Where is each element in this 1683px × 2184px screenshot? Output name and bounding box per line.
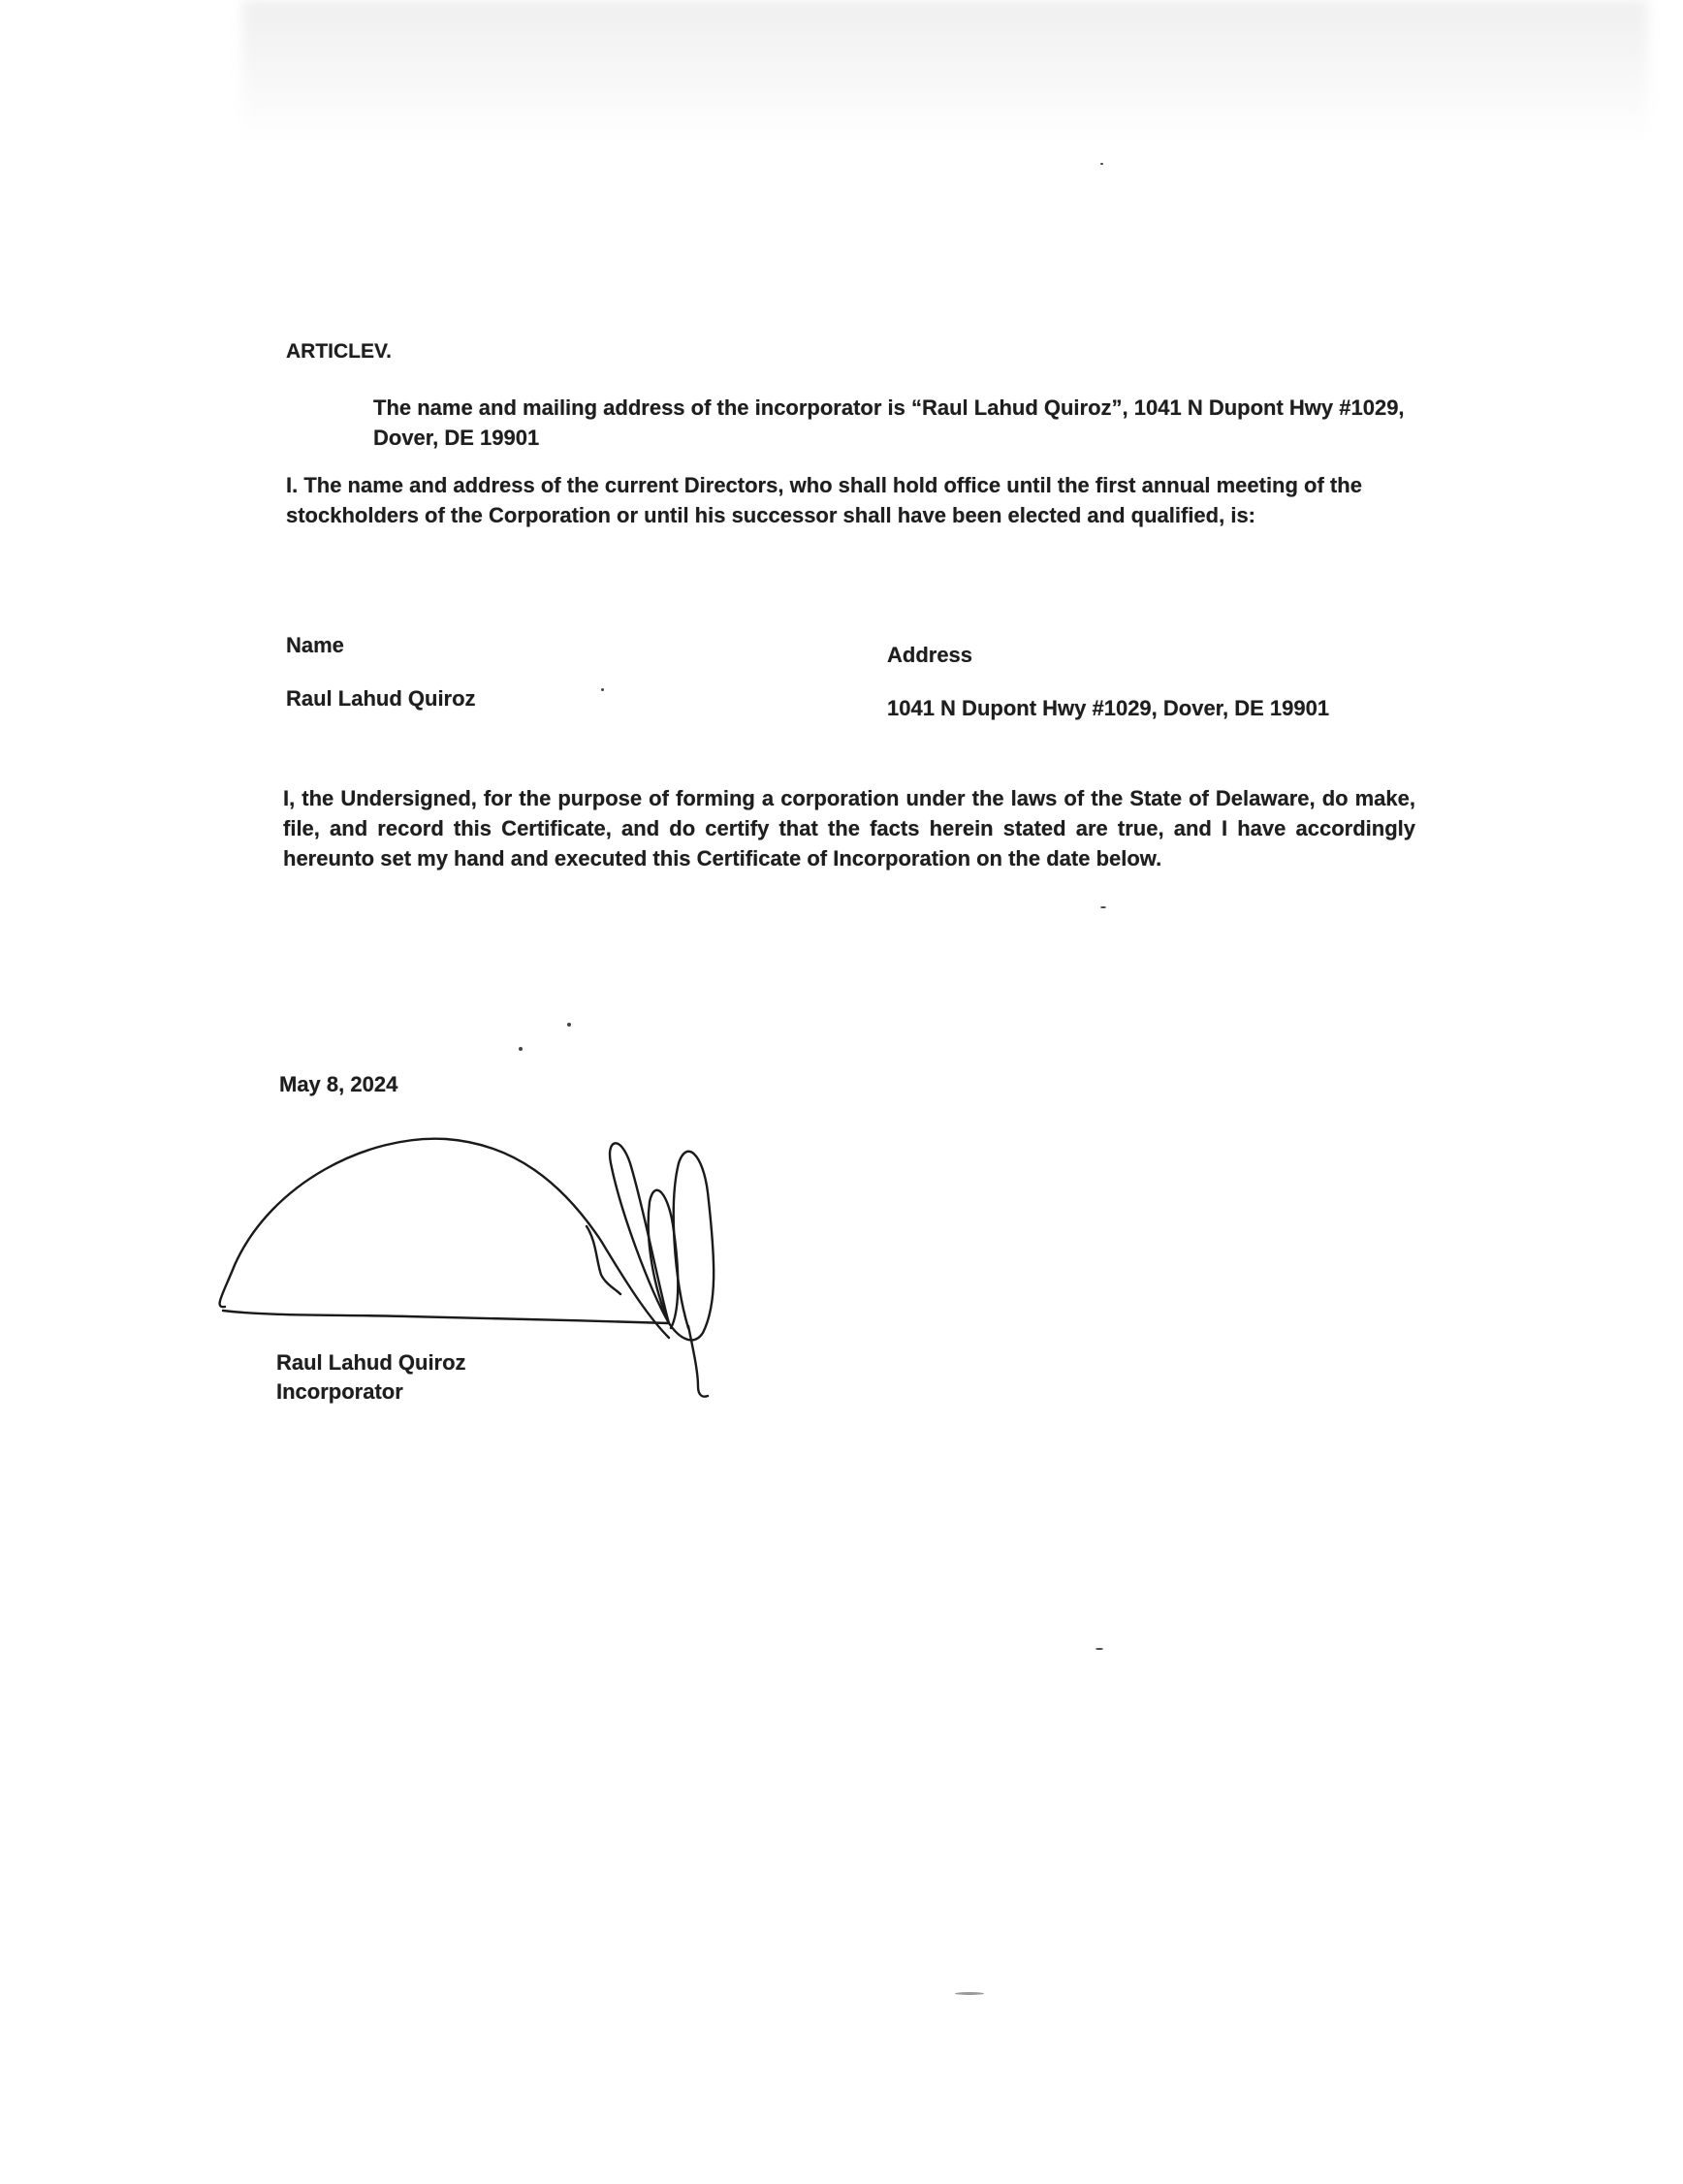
scan-speck — [955, 1992, 984, 1995]
name-column-header: Name — [286, 633, 344, 657]
scan-speck — [1096, 1648, 1103, 1650]
scan-speck — [567, 1023, 571, 1027]
scan-speck — [519, 1047, 523, 1051]
article-heading: ARTICLEV. — [286, 340, 392, 363]
scan-speck — [601, 688, 604, 691]
director-address: 1041 N Dupont Hwy #1029, Dover, DE 19901 — [887, 696, 1330, 720]
director-name: Raul Lahud Quiroz — [286, 686, 476, 711]
address-column-header: Address — [887, 643, 973, 667]
scan-artifact — [242, 0, 1648, 145]
signer-name: Raul Lahud Quiroz — [276, 1350, 466, 1375]
scan-speck — [1100, 906, 1106, 908]
signature-date: May 8, 2024 — [279, 1072, 398, 1096]
directors-paragraph: I. The name and address of the current Directors, who shall hold office until the first annual meeting of the stockholders of the Corporation or until his successor shall have been elected and qualified, is: — [286, 473, 1362, 527]
incorporator-paragraph: The name and mailing address of the incorporator is “Raul Lahud Quiroz”, 1041 N Dupont Hwy #1029, Dover, DE 19901 — [373, 396, 1405, 450]
certification-paragraph: I, the Undersigned, for the purpose of forming a corporation under the laws of the State of Delaware, do make, file, and record this Certificate, and do certify that the facts herein stated are true, and I have accordingly hereunto set my hand and executed this Certificate of Incorporation on the date below. — [283, 786, 1415, 870]
scan-speck — [1100, 163, 1103, 165]
signer-title: Incorporator — [276, 1379, 403, 1404]
